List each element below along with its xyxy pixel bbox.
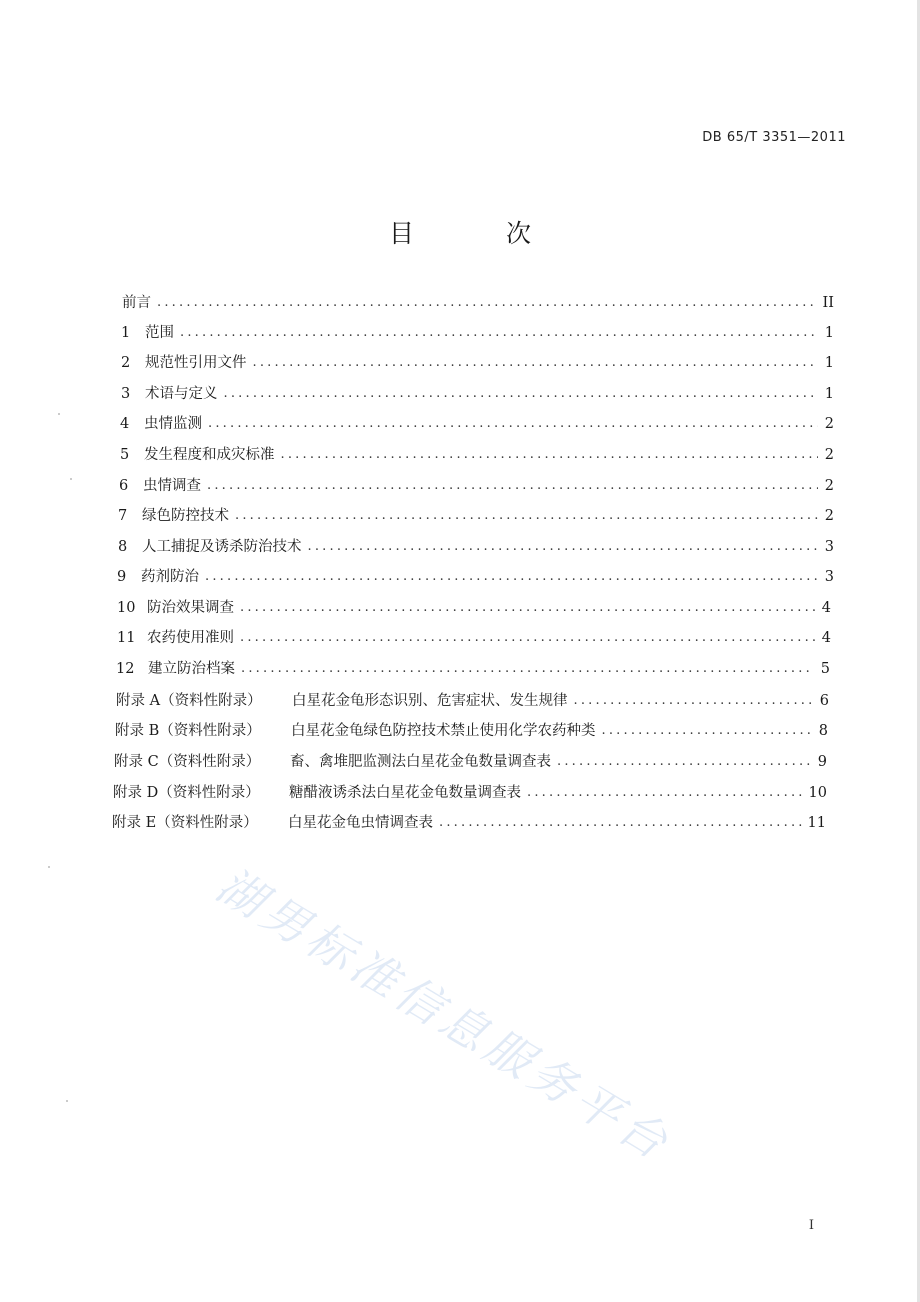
toc-page: 1 — [824, 386, 834, 402]
toc-leader — [205, 568, 818, 586]
toc-row-3[interactable] — [121, 377, 834, 403]
toc-leader — [253, 354, 819, 372]
toc-row-appendix-e[interactable] — [112, 806, 826, 832]
toc-page: 6 — [819, 693, 829, 709]
toc-label: 术语与定义 — [145, 386, 218, 402]
toc-label: 人工捕捉及诱杀防治技术 — [142, 539, 302, 555]
toc-leader — [308, 538, 819, 556]
toc-label: 规范性引用文件 — [145, 355, 247, 371]
toc-num: 3 — [121, 386, 131, 402]
toc-leader — [439, 814, 802, 832]
toc-leader — [224, 385, 819, 403]
toc-page: 5 — [820, 661, 830, 677]
toc-leader — [527, 784, 803, 802]
toc-leader — [208, 415, 818, 433]
watermark: 湖男标准信息服务平台 — [207, 857, 682, 1172]
toc-label: 前言 — [122, 295, 151, 311]
toc-leader — [240, 599, 815, 617]
toc-row-6[interactable] — [119, 469, 834, 495]
appendix-id: 附录 C（资料性附录） — [114, 754, 261, 770]
toc-leader — [281, 446, 819, 464]
page-title: 目 次 — [389, 219, 573, 248]
toc-page: 11 — [807, 815, 826, 831]
toc-page: II — [822, 295, 834, 311]
toc-num: 11 — [117, 630, 136, 646]
toc-page: 2 — [824, 508, 834, 524]
toc-num: 2 — [121, 355, 131, 371]
toc-page: 1 — [824, 325, 834, 341]
toc-row-7[interactable] — [118, 499, 834, 525]
toc-row-foreword[interactable] — [122, 286, 834, 312]
appendix-id: 附录 D（资料性附录） — [113, 785, 260, 801]
toc-label: 建立防治档案 — [148, 661, 235, 677]
toc-label: 农药使用准则 — [147, 630, 234, 646]
toc-leader — [240, 629, 815, 647]
toc-leader — [207, 477, 818, 495]
appendix-id: 附录 E（资料性附录） — [112, 815, 258, 831]
toc-num: 5 — [120, 447, 130, 463]
toc-row-11[interactable] — [117, 621, 831, 647]
toc-num: 6 — [119, 478, 129, 494]
appendix-id: 附录 A（资料性附录） — [116, 693, 262, 709]
scan-speck — [66, 1100, 68, 1102]
toc-page: 9 — [817, 754, 827, 770]
toc-label: 防治效果调查 — [147, 600, 234, 616]
toc-row-10[interactable] — [117, 591, 831, 617]
toc-num: 12 — [116, 661, 135, 677]
page-number: I — [808, 1218, 814, 1233]
toc-leader — [241, 660, 814, 678]
toc-page: 8 — [818, 723, 828, 739]
toc-row-8[interactable] — [118, 530, 834, 556]
toc-page: 2 — [824, 447, 834, 463]
toc-label: 白星花金龟绿色防控技术禁止使用化学农药种类 — [291, 723, 596, 739]
toc-row-appendix-a[interactable] — [116, 684, 829, 710]
toc-row-2[interactable] — [121, 346, 834, 372]
scan-speck — [58, 413, 60, 415]
toc-page: 2 — [824, 478, 834, 494]
appendix-id: 附录 B（资料性附录） — [115, 723, 261, 739]
toc-page: 10 — [808, 785, 827, 801]
toc-num: 9 — [117, 569, 127, 585]
toc-row-appendix-d[interactable] — [113, 776, 827, 802]
standard-code: DB 65/T 3351—2011 — [702, 130, 846, 145]
toc-row-appendix-b[interactable] — [115, 714, 828, 740]
toc-label: 畜、禽堆肥监测法白星花金龟数量调查表 — [290, 754, 551, 770]
toc-num: 10 — [117, 600, 136, 616]
toc-row-appendix-c[interactable] — [114, 745, 827, 771]
toc-page: 4 — [821, 600, 831, 616]
toc-num: 8 — [118, 539, 128, 555]
toc-label: 药剂防治 — [141, 569, 199, 585]
toc-row-1[interactable] — [121, 316, 834, 342]
toc-row-4[interactable] — [120, 407, 834, 433]
toc-page: 3 — [824, 569, 834, 585]
toc-leader — [574, 692, 814, 710]
toc-leader — [157, 294, 817, 312]
scan-speck — [48, 866, 50, 868]
toc-leader — [602, 722, 813, 740]
toc-label: 绿色防控技术 — [142, 508, 229, 524]
toc-row-5[interactable] — [120, 438, 834, 464]
toc-page: 2 — [824, 416, 834, 432]
toc-label: 糖醋液诱杀法白星花金龟数量调查表 — [289, 785, 521, 801]
toc-page: 3 — [824, 539, 834, 555]
toc-label: 白星花金龟形态识别、危害症状、发生规律 — [292, 693, 568, 709]
toc-leader — [557, 753, 811, 771]
toc-page: 1 — [824, 355, 834, 371]
toc-leader — [235, 507, 818, 525]
toc-num: 7 — [118, 508, 128, 524]
toc-label: 虫情调查 — [143, 478, 201, 494]
toc-num: 4 — [120, 416, 130, 432]
toc-label: 白星花金龟虫情调查表 — [288, 815, 433, 831]
toc-label: 虫情监测 — [144, 416, 202, 432]
toc-num: 1 — [121, 325, 131, 341]
toc-row-9[interactable] — [117, 560, 834, 586]
toc-page: 4 — [821, 630, 831, 646]
toc-label: 发生程度和成灾标准 — [144, 447, 275, 463]
scan-speck — [70, 478, 72, 480]
toc-row-12[interactable] — [116, 652, 830, 678]
toc-label: 范围 — [145, 325, 174, 341]
toc-leader — [180, 324, 818, 342]
